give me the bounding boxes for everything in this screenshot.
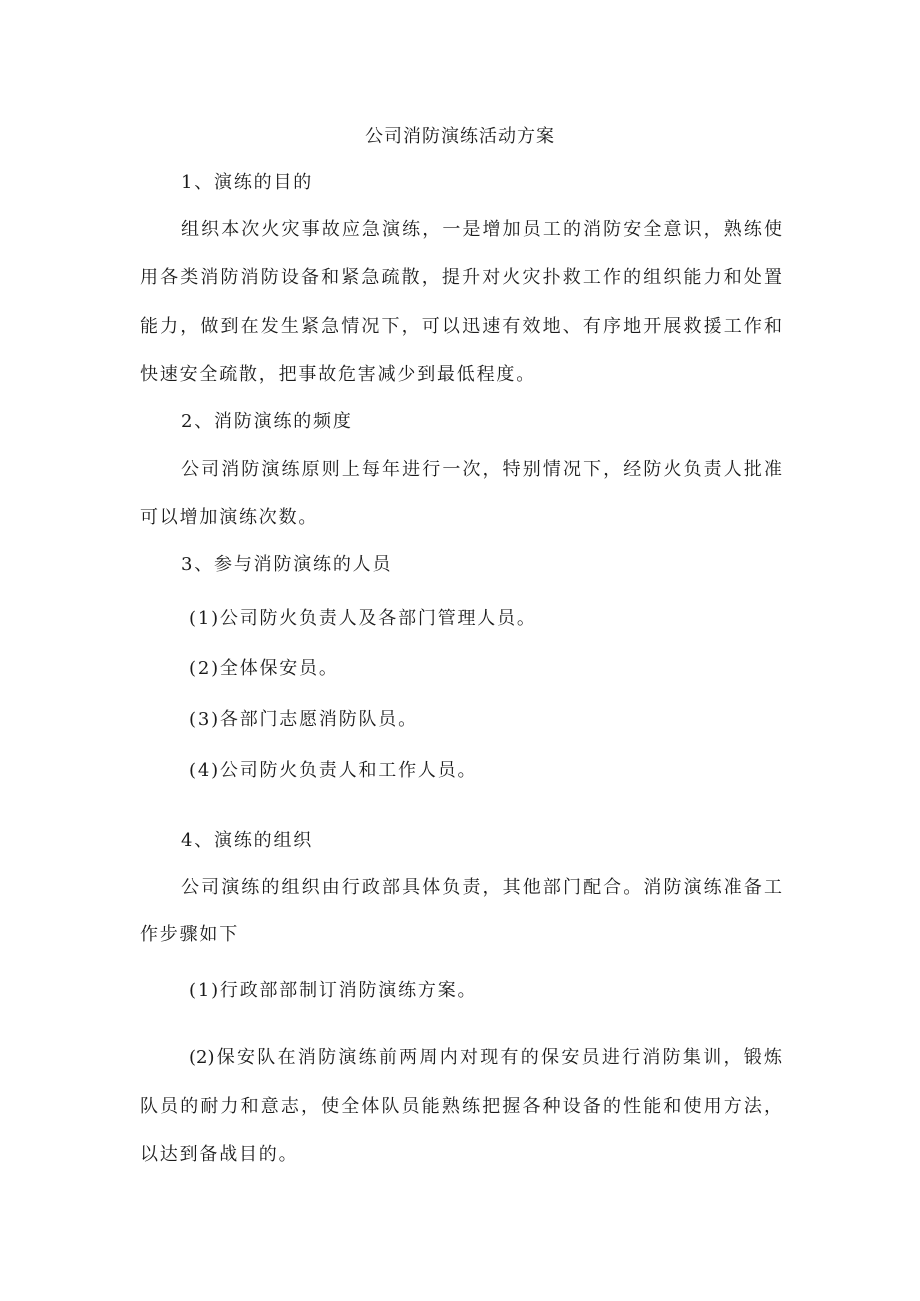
section-3-heading: 3、参与消防演练的人员 (181, 554, 393, 575)
section-3-list-item: (1)公司防火负责人及各部门管理人员。 (189, 608, 537, 629)
section-3-list-item: (4)公司防火负责人和工作人员。 (189, 760, 478, 781)
section-4-list-item-line: (2)保安队在消防演练前两周内对现有的保安员进行消防集训，锻炼 (189, 1047, 782, 1068)
section-3-list-item: (3)各部门志愿消防队员。 (189, 709, 418, 730)
section-2-paragraph-line: 公司消防演练原则上每年进行一次，特别情况下，经防火负责人批准 (181, 459, 782, 480)
section-4-paragraph-line: 公司演练的组织由行政部具体负责，其他部门配合。消防演练准备工 (181, 877, 782, 898)
section-4-heading: 4、演练的组织 (181, 830, 314, 851)
section-1-paragraph-line: 用各类消防消防设备和紧急疏散，提升对火灾扑救工作的组织能力和处置 (140, 267, 782, 288)
section-1-paragraph-line: 能力，做到在发生紧急情况下，可以迅速有效地、有序地开展救援工作和 (140, 316, 782, 337)
section-4-paragraph-line: 作步骤如下 (140, 924, 239, 945)
section-1-heading: 1、演练的目的 (181, 172, 314, 193)
document-title: 公司消防演练活动方案 (365, 126, 555, 147)
section-4-list-item: (1)行政部部制订消防演练方案。 (189, 980, 478, 1001)
section-2-paragraph-line: 可以增加演练次数。 (140, 507, 319, 528)
section-3-list-item: (2)全体保安员。 (189, 658, 339, 679)
section-4-list-item-line: 以达到备战目的。 (140, 1144, 299, 1165)
section-1-paragraph-line: 组织本次火灾事故应急演练，一是增加员工的消防安全意识，熟练使 (181, 219, 782, 240)
section-1-paragraph-line: 快速安全疏散，把事故危害减少到最低程度。 (140, 364, 536, 385)
section-2-heading: 2、消防演练的频度 (181, 411, 353, 432)
section-4-list-item-line: 队员的耐力和意志，使全体队员能熟练把握各种设备的性能和使用方法， (140, 1096, 782, 1117)
